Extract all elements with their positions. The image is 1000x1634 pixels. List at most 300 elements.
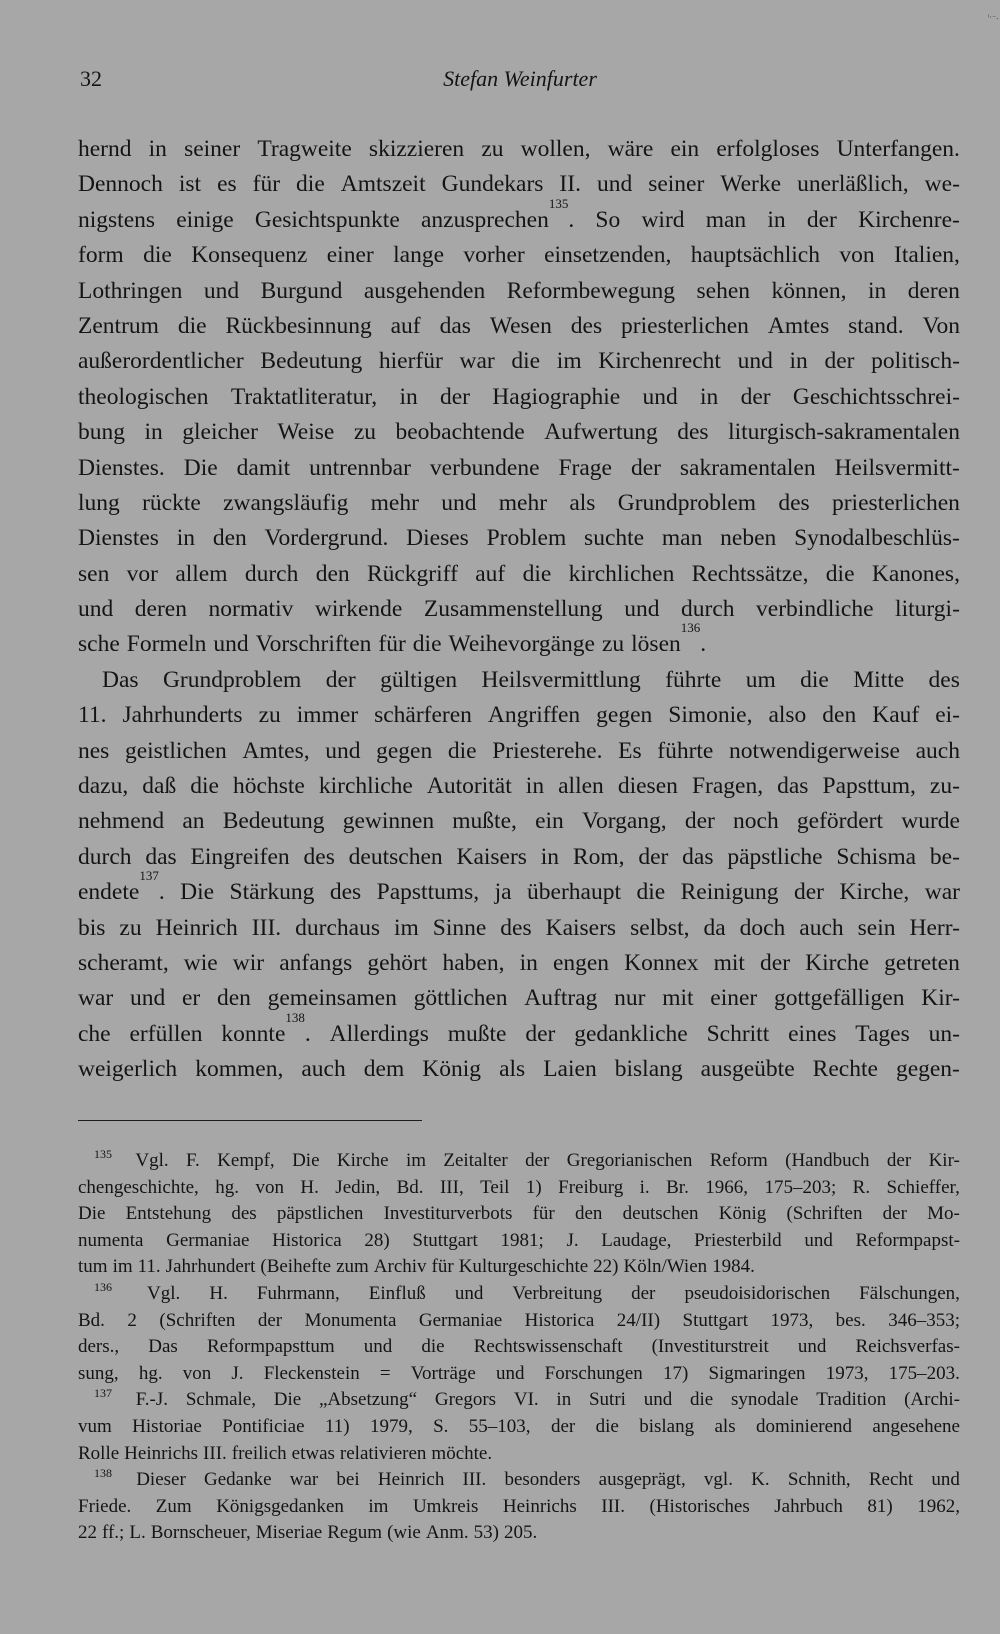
- word: Jedin,: [335, 1176, 381, 1198]
- footnote-number: 137: [94, 1386, 112, 1401]
- text-line: [78, 167, 960, 202]
- word: Kauf: [872, 702, 920, 729]
- word: im: [405, 1150, 427, 1171]
- word: das: [145, 843, 177, 870]
- word: Jahrhundert: [165, 1256, 256, 1278]
- word: hg.: [138, 1362, 163, 1384]
- word: dominierend: [755, 1415, 853, 1437]
- word: durch: [78, 843, 132, 870]
- text-line: [78, 981, 960, 1016]
- word: der: [630, 454, 661, 481]
- word: getreten: [884, 949, 960, 976]
- word: auf: [390, 312, 421, 339]
- word: Zusammenstellung: [423, 596, 603, 623]
- word: Eingreifen: [190, 843, 290, 870]
- word: der: [525, 1020, 556, 1047]
- footnote-line: [78, 1334, 960, 1361]
- word: Autorität: [426, 773, 512, 800]
- word: wird: [641, 206, 685, 233]
- word: bis: [78, 914, 106, 941]
- word: III.: [601, 1495, 625, 1517]
- word: 1981;: [500, 1229, 544, 1251]
- word: Stuttgart: [682, 1309, 748, 1331]
- word: Historica: [272, 1229, 342, 1251]
- text-line: [78, 274, 960, 309]
- word: Heilsvermitt-: [834, 454, 960, 481]
- word: gültigen: [380, 666, 458, 693]
- word: der: [882, 1203, 907, 1225]
- word: 205.: [503, 1522, 538, 1544]
- word: in: [519, 949, 538, 976]
- word: Dienstes: [78, 525, 159, 552]
- word: Verbreitung: [512, 1282, 603, 1304]
- word: Entstehung: [125, 1203, 212, 1225]
- word: 346–353;: [888, 1309, 960, 1331]
- word: Pontificiae: [222, 1415, 305, 1437]
- word: mußte: [447, 1020, 507, 1047]
- word: deren: [134, 596, 187, 623]
- word: des: [329, 879, 362, 906]
- word: Amtes,: [242, 737, 310, 764]
- word: etwas: [291, 1442, 335, 1464]
- word: Tradition: [816, 1389, 887, 1411]
- word: Fälschungen,: [859, 1282, 960, 1304]
- word: der: [638, 843, 669, 870]
- word: Zum: [155, 1495, 192, 1517]
- word: auch: [301, 1056, 346, 1083]
- word: (Historisches: [649, 1495, 750, 1517]
- word: we-: [924, 171, 960, 198]
- word: 28): [364, 1229, 390, 1251]
- word: 175–203.: [888, 1362, 960, 1384]
- word: 24/II): [616, 1309, 661, 1331]
- word: mehr: [498, 489, 548, 516]
- word: Reichsverfas-: [855, 1336, 960, 1358]
- word: Gregors: [434, 1389, 497, 1411]
- word: ja: [494, 879, 512, 906]
- word: Bd.: [78, 1309, 105, 1331]
- word: diesen: [617, 773, 678, 800]
- word: gefördert: [796, 808, 884, 835]
- word: 1966,: [705, 1176, 749, 1198]
- word: (Beihefte: [260, 1256, 332, 1278]
- text-line: [78, 1052, 960, 1087]
- word: mit: [662, 985, 694, 1012]
- word: Italien,: [894, 242, 960, 269]
- word: seiner: [648, 171, 705, 198]
- word: Jahrbuch: [774, 1495, 843, 1517]
- word: Burgund: [260, 277, 343, 304]
- word: die: [177, 312, 207, 339]
- word: Archiv: [373, 1256, 427, 1278]
- word: Gesichtspunkte: [254, 206, 400, 233]
- text-line: [78, 698, 960, 733]
- word: sche: [78, 631, 120, 658]
- word: Schmale,: [185, 1389, 256, 1411]
- word: sehen: [696, 277, 751, 304]
- word: die: [296, 171, 325, 198]
- word: des: [303, 843, 335, 870]
- word: engen: [552, 949, 610, 976]
- word: Rechtswissenschaft: [473, 1336, 623, 1358]
- word: Forschungen: [544, 1362, 643, 1384]
- word: Schisma: [836, 843, 917, 870]
- word: und: [643, 1389, 673, 1411]
- word: gemeinsamen: [267, 985, 397, 1012]
- word: III,: [439, 1176, 464, 1198]
- word: Freiburg: [558, 1176, 624, 1198]
- word: priesterlichen: [621, 312, 749, 339]
- word: ders.,: [78, 1336, 120, 1358]
- word: Zentrum: [78, 312, 159, 339]
- word: R.: [852, 1176, 871, 1198]
- word: Vgl.: [147, 1282, 181, 1304]
- word: von: [182, 1362, 212, 1384]
- word: vum: [78, 1415, 112, 1437]
- word: Rückgriff: [366, 560, 458, 587]
- word: können,: [771, 277, 847, 304]
- word: Reformpapst-: [855, 1229, 960, 1251]
- word: noch: [733, 808, 779, 835]
- word: außerordentlicher: [78, 348, 244, 375]
- word: Rückbesinnung: [225, 312, 372, 339]
- word: wirkende: [314, 596, 403, 623]
- word: Kulturgeschichte: [458, 1256, 589, 1278]
- word: in: [789, 348, 808, 375]
- word: zwangsläufig: [223, 489, 349, 516]
- word: lösen$^{136}$.: [631, 620, 707, 658]
- word: notwendigerweise: [729, 737, 900, 764]
- word: Wesen: [489, 312, 552, 339]
- word: Unterfangen.: [836, 136, 960, 162]
- footnote-reference: 135: [548, 195, 569, 211]
- word: Vordergrund.: [264, 525, 389, 552]
- text-line: [78, 521, 960, 556]
- footnote-line: [78, 1494, 960, 1521]
- word: scheramt,: [78, 949, 169, 976]
- word: Frage: [558, 454, 612, 481]
- word: die: [522, 560, 552, 587]
- word: auch: [799, 914, 844, 941]
- word: Kirche: [336, 1150, 389, 1171]
- word: bislang: [639, 1415, 695, 1437]
- word: Laudage,: [601, 1229, 672, 1251]
- word: auf: [475, 560, 506, 587]
- word: bung: [78, 419, 125, 446]
- main-text: [78, 132, 960, 1088]
- word: VI.: [513, 1389, 539, 1411]
- word: (Archi-: [904, 1389, 960, 1411]
- word: päpstliche: [727, 843, 823, 870]
- footnote-line: [78, 1441, 960, 1468]
- word: vgl.: [703, 1469, 733, 1491]
- word: Kirche,: [839, 879, 910, 906]
- word: Königsgedanken: [216, 1495, 344, 1517]
- word: und: [441, 489, 477, 516]
- text-line: [78, 415, 960, 450]
- word: 1973,: [770, 1309, 814, 1331]
- word: zu: [119, 914, 142, 941]
- word: (wie: [387, 1522, 421, 1544]
- word: gewinnen: [342, 808, 435, 835]
- word: anzusprechen$^{135}$.: [420, 195, 575, 233]
- word: Schnith,: [787, 1469, 851, 1491]
- word: Anm.: [425, 1522, 469, 1544]
- word: untrennbar: [309, 454, 411, 481]
- word: und: [454, 1282, 484, 1304]
- word: deutschen: [622, 1203, 699, 1225]
- footnote-line: [78, 1387, 960, 1414]
- word: Es: [618, 737, 642, 764]
- word: er: [181, 985, 201, 1012]
- word: anfangs: [279, 949, 353, 976]
- word: im: [368, 1495, 389, 1517]
- footnotes: [78, 1148, 960, 1547]
- word: Das: [102, 666, 139, 693]
- word: erfüllen: [129, 1020, 203, 1047]
- text-line: [78, 380, 960, 415]
- word: der: [806, 206, 837, 233]
- word: seiner: [184, 136, 241, 162]
- word: suchte: [584, 525, 645, 552]
- word: die: [412, 631, 442, 658]
- word: die: [190, 773, 219, 800]
- word: deren: [907, 277, 960, 304]
- word: Monumenta: [304, 1309, 397, 1331]
- word: III.: [251, 914, 282, 941]
- word: verbindliche: [756, 596, 874, 623]
- word: 1973,: [825, 1362, 869, 1384]
- word: Historica: [524, 1309, 595, 1331]
- word: ein: [535, 808, 564, 835]
- word: des: [778, 489, 810, 516]
- word: den: [212, 525, 247, 552]
- word: priesterlichen: [831, 489, 960, 516]
- word: Tages: [855, 1020, 910, 1047]
- word: Die: [180, 879, 215, 906]
- word: wäre: [607, 136, 654, 162]
- word: in: [767, 206, 786, 233]
- word: J.: [231, 1362, 244, 1384]
- word: Die: [292, 1150, 320, 1171]
- word: die: [447, 737, 477, 764]
- word: II.: [559, 171, 581, 198]
- word: 1962,: [917, 1495, 960, 1517]
- word: konnte$^{138}$.: [221, 1009, 311, 1047]
- word: theologischen: [78, 383, 209, 410]
- word: mehr: [370, 489, 419, 516]
- text-line: [78, 911, 960, 946]
- word: 11.: [137, 1256, 161, 1278]
- word: einer: [710, 985, 758, 1012]
- word: Bedeutung: [260, 348, 363, 375]
- word: 11.: [78, 702, 107, 729]
- word: und: [931, 1469, 960, 1491]
- word: un-: [928, 1020, 960, 1047]
- word: möchte.: [431, 1442, 493, 1464]
- footnote-line: [78, 1308, 960, 1335]
- word: Dieses: [406, 525, 469, 552]
- word: Bornscheuer,: [150, 1522, 251, 1544]
- word: zu: [481, 136, 504, 162]
- word: der: [824, 348, 855, 375]
- word: Jahrhunderts: [122, 702, 243, 729]
- word: wollen,: [520, 136, 591, 162]
- word: (Schriften: [786, 1203, 863, 1225]
- word: 55–103,: [468, 1415, 531, 1437]
- footnote-number: 135: [94, 1147, 112, 1161]
- footnote-reference: 137: [139, 868, 159, 884]
- word: zu-: [929, 773, 960, 800]
- word: das: [777, 773, 809, 800]
- word: auch: [915, 737, 960, 764]
- word: war: [459, 348, 495, 375]
- text-line: [78, 1009, 960, 1052]
- word: Reform: [709, 1150, 768, 1171]
- word: besonders: [504, 1469, 581, 1491]
- word: gedankliche: [574, 1020, 688, 1047]
- text-line: [78, 946, 960, 981]
- word: die: [689, 1389, 714, 1411]
- word: in: [176, 525, 196, 552]
- word: Stärkung: [229, 879, 315, 906]
- word: man: [661, 525, 703, 552]
- word: wie: [183, 949, 218, 976]
- word: Gregorianischen: [566, 1150, 693, 1171]
- word: im: [112, 1256, 133, 1278]
- word: Dienstes.: [78, 454, 165, 481]
- word: Heinrich: [155, 914, 238, 941]
- word: vorher: [463, 242, 525, 269]
- word: den: [574, 1203, 603, 1225]
- word: mit: [713, 949, 745, 976]
- word: der: [257, 1309, 283, 1331]
- word: be-: [929, 843, 960, 870]
- word: nehmend: [78, 808, 165, 835]
- word: skizzieren: [368, 136, 465, 162]
- word: höchste: [233, 773, 305, 800]
- word: und: [129, 985, 166, 1012]
- word: Kirchenrecht: [598, 348, 721, 375]
- word: der: [794, 879, 825, 906]
- word: H.: [300, 1176, 319, 1198]
- word: dazu,: [78, 773, 129, 800]
- word: haben,: [442, 949, 505, 976]
- word: gegen-: [895, 1056, 960, 1083]
- word: des: [231, 1203, 257, 1225]
- word: Kir-: [928, 1150, 960, 1171]
- word: gegen: [376, 737, 433, 764]
- word: relativieren: [339, 1442, 427, 1464]
- word: in: [144, 419, 163, 446]
- footnote-line: [78, 1201, 960, 1228]
- word: des: [500, 914, 532, 941]
- word: freilich: [231, 1442, 287, 1464]
- word: 175–203;: [764, 1176, 837, 1198]
- word: (Schriften: [159, 1309, 236, 1331]
- word: als: [499, 1056, 526, 1083]
- word: zu: [353, 419, 376, 446]
- word: Weise: [277, 419, 335, 446]
- word: Reinigung: [680, 879, 779, 906]
- word: (Investiturstreit: [651, 1336, 769, 1358]
- word: um: [745, 666, 776, 693]
- word: Lothringen: [78, 277, 183, 304]
- word: durch: [244, 560, 299, 587]
- footnote-line: [78, 1254, 960, 1281]
- word: stand.: [848, 312, 904, 339]
- word: kirchlichen: [568, 560, 675, 587]
- word: Sigmaringen: [708, 1362, 806, 1384]
- word: ist: [178, 171, 202, 198]
- word: 2: [127, 1309, 137, 1331]
- word: Von: [922, 312, 960, 339]
- word: göttlichen: [413, 985, 508, 1012]
- word: und: [797, 1336, 827, 1358]
- word: allen: [558, 773, 604, 800]
- word: des: [570, 312, 603, 339]
- word: führte: [657, 737, 714, 764]
- word: wurde: [901, 808, 960, 835]
- word: Amtes: [767, 312, 830, 339]
- word: ei-: [935, 702, 960, 729]
- word: Problem: [486, 525, 567, 552]
- word: Vorgang,: [582, 808, 667, 835]
- word: in: [700, 383, 719, 410]
- word: und: [642, 383, 678, 410]
- word: des: [677, 419, 709, 446]
- word: Schritt: [706, 1020, 770, 1047]
- word: und: [624, 596, 660, 623]
- word: war: [924, 879, 960, 906]
- word: doch: [739, 914, 786, 941]
- text-line: [78, 592, 960, 627]
- word: Einfluß: [368, 1282, 426, 1304]
- word: form: [78, 242, 124, 269]
- word: bes.: [835, 1309, 866, 1331]
- word: 1984.: [712, 1256, 755, 1278]
- word: Mo-: [927, 1203, 960, 1225]
- word: Recht: [868, 1469, 914, 1491]
- word: rückte: [142, 489, 201, 516]
- word: der: [740, 383, 771, 410]
- word: ausgehenden: [363, 277, 486, 304]
- running-head: [80, 66, 960, 98]
- word: der: [525, 1150, 550, 1171]
- word: von: [255, 1176, 284, 1198]
- word: in: [868, 277, 887, 304]
- word: und: [213, 631, 249, 658]
- word: die: [825, 560, 855, 587]
- word: Grundproblem: [617, 489, 757, 516]
- word: Hagiographie: [492, 383, 621, 410]
- text-line: [78, 344, 960, 379]
- word: die: [421, 1336, 445, 1358]
- word: beobachtende: [395, 419, 525, 446]
- word: Mitte: [853, 666, 905, 693]
- footnote-line: [78, 1361, 960, 1388]
- word: als: [714, 1415, 736, 1437]
- text-line: [78, 309, 960, 344]
- word: nigstens: [78, 206, 156, 233]
- word: in: [556, 1389, 572, 1411]
- word: Grundproblem: [162, 666, 302, 693]
- word: Reformpapsttum: [206, 1336, 335, 1358]
- word: der: [886, 1150, 912, 1171]
- word: für: [252, 171, 281, 198]
- footnote-reference: 138: [285, 1009, 305, 1025]
- word: Heinrich: [377, 1469, 445, 1491]
